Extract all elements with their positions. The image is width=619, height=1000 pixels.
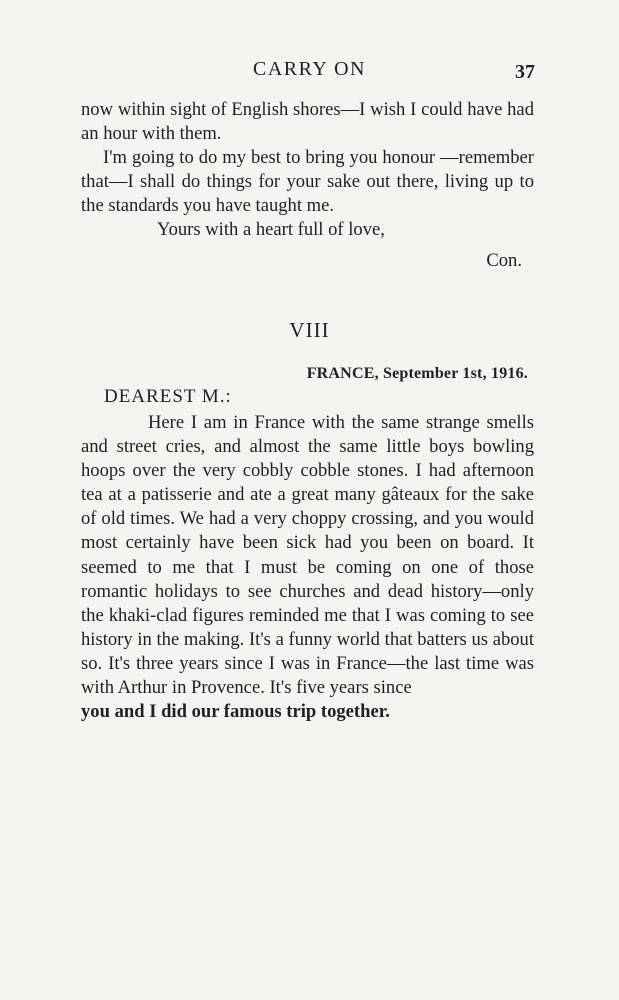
letter-body bbox=[81, 411, 534, 724]
paragraph-continuation: now within sight of English shores—I wish I could have had an hour with them. bbox=[81, 99, 534, 145]
paragraph: I'm going to do my best to bring you honour —remember that—I shall do things for your sake out there, living up to the standards you have taught me. bbox=[81, 147, 534, 217]
running-title: CARRY ON bbox=[253, 58, 366, 80]
page-number: 37 bbox=[515, 61, 535, 83]
running-head bbox=[0, 58, 619, 88]
letter-closing: Yours with a heart full of love, bbox=[157, 219, 385, 241]
letter-number-heading: VIII bbox=[289, 318, 330, 342]
body-last-line: you and I did our famous trip together. bbox=[81, 701, 390, 723]
letter-signature: Con. bbox=[486, 249, 522, 271]
previous-letter-ending bbox=[81, 98, 534, 273]
body-paragraph: Here I am in France with the same strange smells and street cries, and almost the same little boys bowling hoops over the very cobbly cobble stones. I had afternoon tea at a patisserie and ate a great many gâteaux for the sake of old times. We had a very choppy crossing, and you would most certainly have been sick had you been on board. It seemed to me that I must be coming on one of those romantic holidays to see churches and dead history—only the khaki-clad figures reminded me that I was coming to see history in the making. It's a funny world that batters us about so. It's three years since I was in France—the last time was with Arthur in Provence. It's five years since bbox=[81, 412, 534, 699]
dateline: FRANCE, September 1st, 1916. bbox=[306, 365, 528, 382]
salutation: DEAREST M.: bbox=[104, 386, 232, 407]
